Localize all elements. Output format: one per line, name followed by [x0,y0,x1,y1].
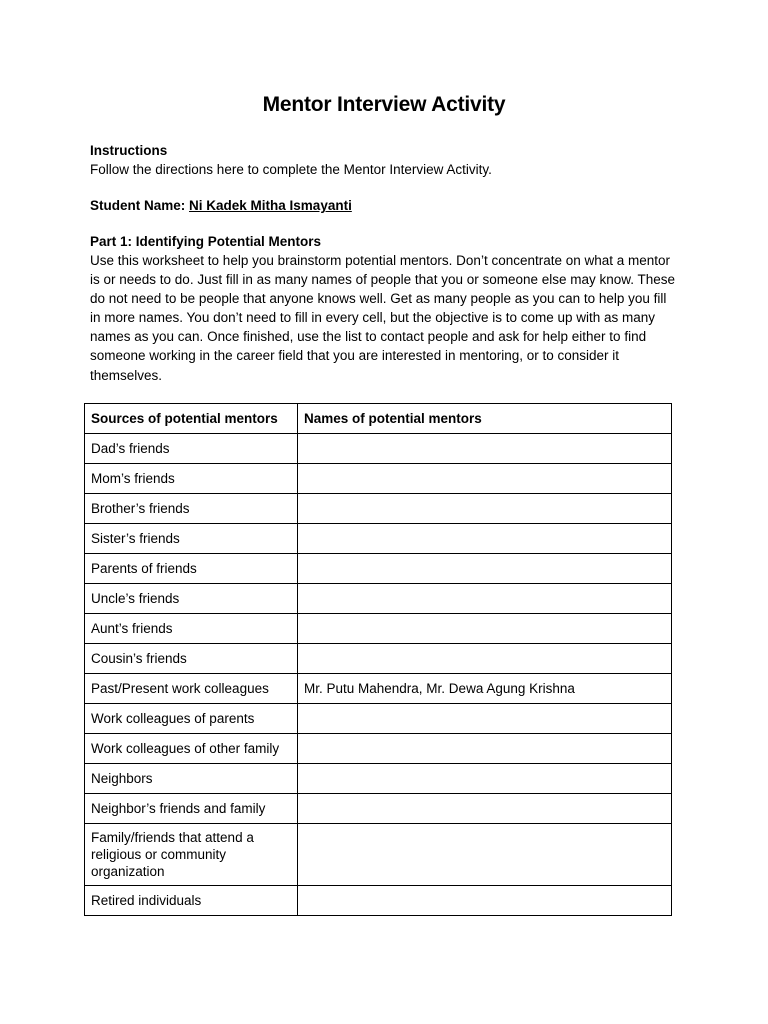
table-row [85,704,672,734]
source-cell: Dad’s friends [85,434,298,464]
source-cell: Brother’s friends [85,494,298,524]
table-row [85,764,672,794]
table-row [85,584,672,614]
names-cell[interactable] [298,644,672,674]
source-cell: Neighbor’s friends and family [85,794,298,824]
instructions-heading: Instructions [90,143,168,158]
names-cell[interactable] [298,554,672,584]
source-cell: Past/Present work colleagues [85,674,298,704]
names-cell[interactable] [298,764,672,794]
names-cell[interactable] [298,584,672,614]
student-name-line [90,196,680,215]
names-cell[interactable] [298,734,672,764]
part1-heading: Part 1: Identifying Potential Mentors [90,234,322,249]
names-cell[interactable] [298,794,672,824]
document-body [90,141,680,385]
source-cell: Sister’s friends [85,524,298,554]
header-names: Names of potential mentors [298,404,672,434]
names-cell[interactable] [298,886,672,916]
mentors-table [84,403,672,916]
names-cell[interactable]: Mr. Putu Mahendra, Mr. Dewa Agung Krishna [298,674,672,704]
page-title: Mentor Interview Activity [262,93,506,116]
table-row [85,434,672,464]
header-sources: Sources of potential mentors [85,404,298,434]
instructions-text: Follow the directions here to complete the Mentor Interview Activity. [90,162,492,177]
table-row [85,494,672,524]
source-cell: Family/friends that attend a religious or community organization [85,824,298,886]
source-cell: Cousin’s friends [85,644,298,674]
table-row [85,794,672,824]
table-row [85,554,672,584]
source-cell: Work colleagues of other family [85,734,298,764]
source-cell: Neighbors [85,764,298,794]
table-row [85,824,672,886]
source-cell: Mom’s friends [85,464,298,494]
source-cell: Aunt’s friends [85,614,298,644]
table-row [85,464,672,494]
table-row [85,614,672,644]
names-cell[interactable] [298,464,672,494]
names-cell[interactable] [298,614,672,644]
names-cell[interactable] [298,494,672,524]
source-cell: Parents of friends [85,554,298,584]
table-row [85,886,672,916]
table-row [85,674,672,704]
names-cell[interactable] [298,434,672,464]
source-cell: Uncle’s friends [85,584,298,614]
student-name-value: Ni Kadek Mitha Ismayanti [189,198,352,213]
table-row [85,644,672,674]
source-cell: Retired individuals [85,886,298,916]
names-cell[interactable] [298,824,672,886]
source-cell: Work colleagues of parents [85,704,298,734]
names-cell[interactable] [298,704,672,734]
table-header-row [85,404,672,434]
table-row [85,734,672,764]
table-row [85,524,672,554]
names-cell[interactable] [298,524,672,554]
student-name-label: Student Name: [90,198,186,213]
part1-paragraph: Use this worksheet to help you brainstorm potential mentors. Don’t concentrate on what a mentor is or needs to do. Just fill in as many names of people that you or someone else may know. These do not need to be people that anyone knows well. Get as many people as you can to help you fill in more names. You don’t need to fill in every cell, but the objective is to come up with as many names as you can. Once finished, use the list to contact people and ask for help either to find someone working in the career field that you are interested in mentoring, or to consider it themselves. [90,253,676,383]
